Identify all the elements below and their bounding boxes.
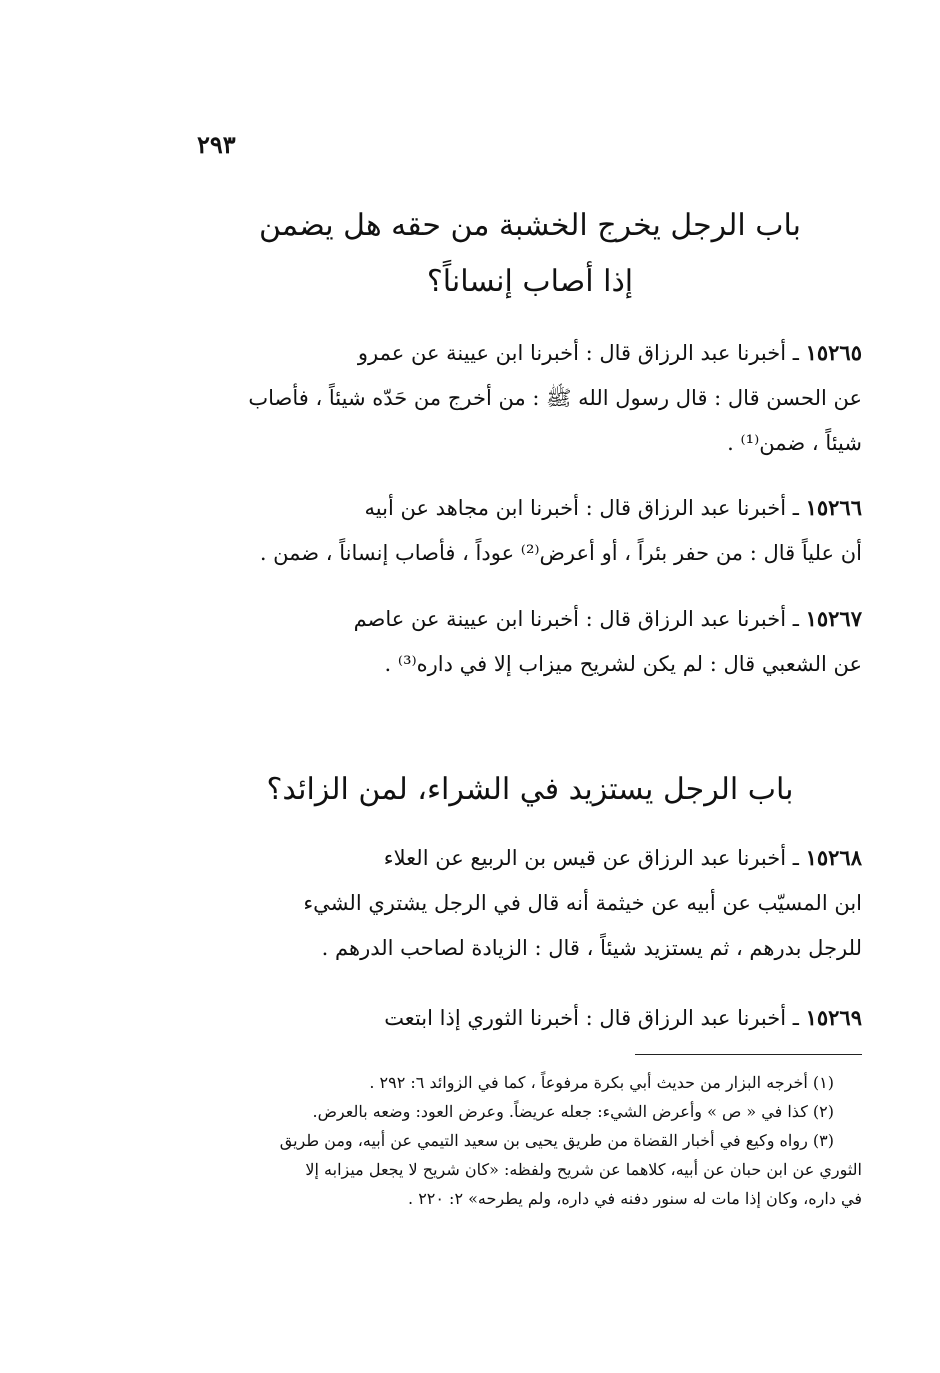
- hadith-number: ١٥٢٦٩: [805, 1005, 862, 1030]
- footnote-3: (٣) رواه وكيع في أخبار القضاة من طريق يحيى بن سعيد التيمي عن أبيه، ومن طريق: [279, 1131, 834, 1150]
- heading-line: باب الرجل يخرج الخشبة من حقه هل يضمن: [259, 208, 801, 243]
- hadith-15265: [198, 330, 862, 466]
- page-number: ٢٩٣: [197, 130, 236, 159]
- footnote-1: (١) أخرجه البزار من حديث أبي بكرة مرفوعاً ، كما في الزوائد ٦: ٢٩٢ .: [369, 1073, 834, 1092]
- hadith-15266: [198, 485, 862, 576]
- hadith-number: ١٥٢٦٦: [805, 495, 862, 520]
- hadith-15267: [198, 596, 862, 687]
- hadith-15269: [198, 995, 862, 1041]
- heading-line: إذا أصاب إنساناً؟: [426, 264, 634, 299]
- footnote-2: (٢) كذا في « ص » وأعرض الشيء: جعله عريضاً. وعرض العود: وضعه بالعرض.: [312, 1102, 834, 1121]
- hadith-text: ـ أخبرنا عبد الرزاق قال : أخبرنا ابن مجاهد عن أبيه: [364, 496, 806, 520]
- hadith-text: ـ أخبرنا عبد الرزاق عن قيس بن الربيع عن العلاء: [383, 846, 806, 870]
- hadith-number: ١٥٢٦٨: [805, 845, 862, 870]
- hadith-number: ١٥٢٦٧: [805, 606, 862, 631]
- hadith-text: للرجل بدرهم ، ثم يستزيد شيئاً ، قال : الزيادة لصاحب الدرهم .: [321, 936, 862, 960]
- hadith-text: ابن المسيّب عن أبيه عن خيثمة أنه قال في الرجل يشتري الشيء: [303, 891, 862, 915]
- hadith-text: ـ أخبرنا عبد الرزاق قال : أخبرنا ابن عيينة عن عاصم: [353, 607, 806, 631]
- hadith-text: عن الحسن قال : قال رسول الله ﷺ : من أخرج من حَدّه شيئاً ، فأصاب: [248, 386, 862, 410]
- footnotes: [198, 1068, 862, 1213]
- hadith-text: ـ أخبرنا عبد الرزاق قال : أخبرنا ابن عيينة عن عمرو: [357, 341, 806, 365]
- heading-line: باب الرجل يستزيد في الشراء، لمن الزائد؟: [266, 772, 794, 807]
- footnote-3-continued: في داره، وكان إذا مات له سنور دفنه في داره، ولم يطرحه» ٢: ٢٢٠ .: [408, 1189, 862, 1208]
- hadith-text: ـ أخبرنا عبد الرزاق قال : أخبرنا الثوري إذا ابتعت: [384, 1006, 806, 1030]
- hadith-text: أن علياً قال : من حفر بئراً ، أو أعرض⁽²⁾ عوداً ، فأصاب إنساناً ، ضمن .: [259, 541, 862, 565]
- hadith-15268: [198, 835, 862, 971]
- section-heading-2: [198, 762, 862, 818]
- hadith-number: ١٥٢٦٥: [805, 340, 862, 365]
- footnote-divider: [635, 1054, 862, 1055]
- hadith-text: شيئاً ، ضمن⁽¹⁾ .: [727, 431, 862, 455]
- section-heading-1: [198, 198, 862, 310]
- footnote-3-continued: الثوري عن ابن حبان عن أبيه، كلاهما عن شريح ولفظه: «كان شريح لا يجعل ميزابه إلا: [305, 1160, 862, 1179]
- hadith-text: عن الشعبي قال : لم يكن لشريح ميزاب إلا في داره⁽³⁾ .: [384, 652, 862, 676]
